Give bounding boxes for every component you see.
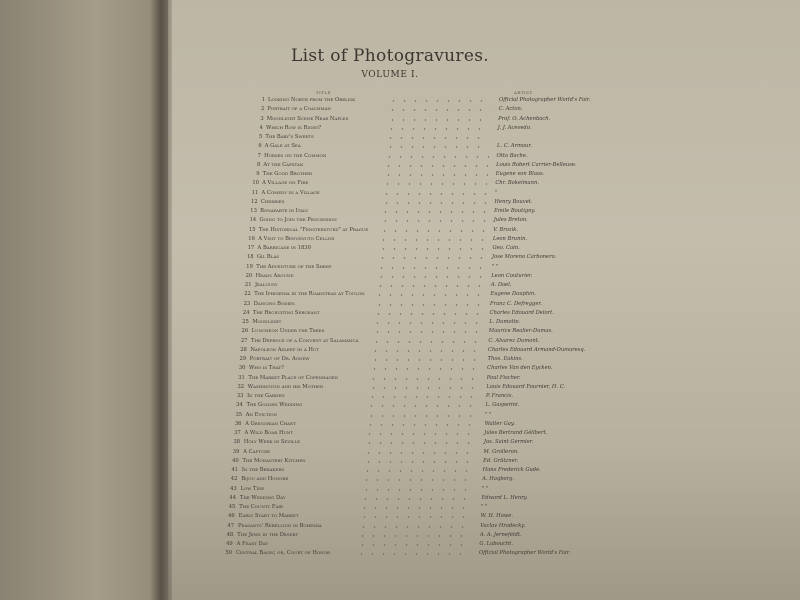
entry-title: A Feast Day	[236, 541, 269, 547]
entry-artist: C. Acton.	[498, 106, 523, 113]
entry-title: The Market Place of Copenhagen	[248, 374, 339, 381]
list-item	[0, 364, 800, 372]
entry-number: 13	[250, 208, 257, 214]
entry-artist: G. Laboucht.	[479, 541, 513, 547]
entry-artist: J. J. Acevedo.	[497, 124, 532, 131]
entry-number: 11	[251, 189, 259, 196]
leader-dots	[370, 350, 480, 352]
entry-number: 30	[238, 365, 246, 372]
entry-number: 15	[248, 226, 256, 233]
list-item	[0, 494, 800, 502]
entry-number: 20	[245, 272, 253, 279]
entry-artist: Official Photographer World's Fair.	[479, 550, 571, 557]
entry-artist: Chr. Bokelmann.	[495, 180, 539, 187]
entry-artist: Official Photographer World's Fair.	[499, 97, 591, 103]
leader-dots	[371, 341, 480, 343]
leader-dots	[359, 516, 473, 518]
entry-number: 38	[233, 439, 241, 446]
entry-number: 32	[237, 383, 245, 390]
entry-title: Bijou and Honore	[241, 476, 289, 483]
list-item	[0, 179, 800, 187]
entry-artist: Jules Breton.	[493, 217, 528, 224]
list-item	[0, 475, 800, 483]
leader-dots	[380, 220, 486, 222]
entry-artist: C. Alvarez Dumont.	[488, 337, 540, 344]
list-item	[0, 540, 800, 548]
entry-artist: L. Gasperini.	[485, 402, 520, 409]
list-item	[0, 300, 800, 308]
leader-dots	[365, 424, 477, 426]
list-item	[0, 272, 800, 280]
list-item	[0, 207, 800, 215]
entry-title: Holy Week in Seville	[243, 439, 301, 446]
entry-artist: Leon Brunin.	[492, 235, 528, 242]
entry-artist: Otto Bache.	[496, 152, 528, 159]
entry-number: 8	[256, 161, 261, 168]
leader-dots	[378, 248, 485, 250]
entry-artist: Jos. Saint Germier.	[483, 439, 534, 446]
entry-title: Central Basin; or, Court of Honor	[236, 550, 330, 557]
list-item	[0, 374, 800, 382]
entry-number: 10	[252, 180, 259, 187]
leader-dots	[361, 479, 474, 481]
entry-title: A Village on Fire	[262, 180, 309, 187]
leader-dots	[363, 461, 476, 463]
entry-artist: Leon Couturier.	[491, 272, 533, 279]
entry-number: 45	[228, 504, 236, 510]
entry-number: 19	[246, 263, 253, 270]
entry-title: Cherries	[260, 198, 285, 205]
leader-dots	[362, 470, 475, 472]
list-item	[0, 438, 800, 446]
entry-number: 48	[226, 531, 234, 538]
entry-number: 29	[239, 356, 247, 362]
entry-number: 3	[260, 115, 264, 122]
leader-dots	[368, 378, 478, 380]
leader-dots	[385, 137, 489, 139]
entry-artist: Eugene Dauphin.	[490, 291, 536, 298]
entry-title: The Historical "Fenstersturz" at Prague	[258, 226, 369, 233]
entry-number: 26	[241, 328, 249, 335]
leader-dots	[360, 498, 474, 500]
entry-artist: Emile Boutigny.	[494, 208, 536, 214]
entry-number: 31	[238, 374, 245, 381]
leader-dots	[368, 387, 479, 389]
entry-artist: Thos. Eakins.	[487, 356, 523, 362]
entry-artist: Franz C. Defregger.	[490, 300, 542, 307]
list-item	[0, 226, 800, 234]
entry-number: 46	[228, 513, 235, 520]
list-item	[0, 485, 800, 493]
entry-number: 22	[244, 291, 251, 298]
entry-number: 1	[261, 97, 265, 103]
list-item	[0, 235, 800, 243]
list-item	[0, 152, 800, 160]
entry-number: 9	[256, 171, 260, 177]
entry-title: Bonaparte in Italy	[260, 208, 309, 214]
entry-artist: Geo. Cain.	[492, 245, 520, 251]
leader-dots	[376, 267, 483, 269]
leader-dots	[374, 294, 482, 296]
entry-number: 25	[242, 319, 249, 325]
list-item	[0, 383, 800, 391]
entry-artist: P. Francis.	[485, 393, 514, 399]
entry-number: 35	[235, 411, 243, 418]
entry-number: 7	[257, 152, 261, 159]
entry-title: Napoleon Asleep in a Hut	[250, 346, 319, 353]
leader-dots	[381, 202, 487, 204]
entry-artist: Henry Bouvet.	[494, 198, 533, 205]
entry-title: In the Garden	[247, 393, 285, 399]
entry-artist: Walter Gay.	[484, 420, 515, 427]
entry-title: Peasants' Rebellion in Bohemia	[237, 522, 322, 529]
entry-number: 18	[246, 254, 254, 261]
list-item	[0, 429, 800, 437]
entry-title: Horses on the Common	[264, 152, 327, 159]
entry-artist: Maurice Realier-Dumas.	[488, 328, 553, 335]
list-item	[0, 392, 800, 400]
list-item	[0, 96, 800, 104]
entry-title: At the Capstan	[263, 161, 304, 168]
leader-dots	[363, 452, 475, 454]
page-title: List of Photogravures.	[291, 46, 489, 66]
entry-artist: Jules Bertrand Gélibert.	[484, 430, 548, 436]
leader-dots	[361, 489, 474, 491]
list-item	[0, 318, 800, 326]
entry-title: A Gale at Sea	[264, 143, 301, 150]
entry-number: 37	[234, 430, 241, 436]
entry-number: 36	[234, 420, 242, 427]
entry-number: 49	[226, 541, 233, 547]
entry-title: A Comedy in a Village	[261, 189, 320, 196]
entry-artist: Charles Van den Eycken.	[487, 365, 553, 372]
entry-artist: Charles Edouard Delort.	[489, 309, 554, 316]
list-item	[0, 281, 800, 289]
leader-dots	[372, 322, 481, 324]
entry-number: 39	[232, 448, 240, 455]
entry-number: 16	[248, 235, 255, 242]
leader-dots	[385, 146, 489, 148]
entry-title: A Barricade in 1830	[257, 245, 311, 251]
leader-dots	[383, 174, 488, 176]
leader-dots	[372, 331, 481, 333]
list-item	[0, 115, 800, 123]
list-item	[0, 522, 800, 530]
entry-artist: Jose Moreno Carbonero.	[492, 254, 557, 261]
entry-artist: Edward L. Henry.	[481, 494, 528, 501]
entry-number: 47	[227, 522, 235, 529]
leader-dots	[379, 230, 485, 232]
leader-dots	[366, 405, 477, 407]
list-item	[0, 420, 800, 428]
entry-title: Looking North from the Obelisk	[268, 97, 356, 103]
list-item	[0, 105, 800, 113]
list-item	[0, 346, 800, 354]
leader-dots	[357, 544, 472, 546]
entry-artist: Prof. O. Achenbach.	[498, 115, 551, 122]
list-item	[0, 189, 800, 197]
entry-number: 40	[232, 457, 239, 464]
leader-dots	[370, 359, 480, 361]
entry-artist: Hans Frederick Gude.	[482, 467, 541, 473]
entry-title: Dancing Bodies	[253, 300, 295, 307]
entry-title: Moonlight Scene Near Naples	[266, 115, 349, 122]
title-column-header: TITLE	[316, 90, 331, 95]
entry-artist: Paul Fischer.	[486, 374, 521, 381]
entry-artist: Charles Edouard Armand-Dumaresq.	[487, 346, 586, 353]
list-item	[0, 503, 800, 511]
entry-artist: " "	[485, 411, 492, 418]
entry-artist: " "	[481, 504, 488, 510]
leader-dots	[374, 304, 482, 306]
entry-title: Jealousy	[254, 282, 278, 288]
list-item	[0, 263, 800, 271]
entry-number: 43	[230, 485, 237, 492]
entry-number: 41	[231, 467, 239, 473]
volume-label: VOLUME I.	[361, 70, 419, 80]
list-item	[0, 290, 800, 298]
artist-column-header: ARTIST	[514, 90, 533, 95]
entry-number: 42	[230, 476, 238, 483]
entry-number: 4	[259, 124, 263, 131]
entry-artist: L. C. Armour.	[496, 143, 532, 150]
entry-title: The Jews in the Desert	[237, 531, 299, 538]
leader-dots	[383, 165, 488, 167]
list-item	[0, 142, 800, 150]
entry-artist: V. Brozik.	[493, 226, 519, 233]
list-item	[0, 531, 800, 539]
entry-title: Portrait of a Coachman	[267, 106, 331, 113]
entry-title: Heads Around	[255, 272, 294, 279]
entry-artist: M. Grolleron.	[483, 448, 519, 455]
list-item	[0, 448, 800, 456]
list-item	[0, 170, 800, 178]
list-item	[0, 133, 800, 141]
entry-title: The Wedding Day	[239, 494, 286, 501]
entry-artist: " "	[491, 263, 499, 270]
entry-artist: Ed. Grützner.	[483, 457, 519, 464]
entry-title: The Recruiting Sergeant	[252, 309, 320, 316]
entry-artist: A. Haqborg.	[482, 476, 515, 483]
list-item	[0, 337, 800, 345]
leader-dots	[367, 396, 478, 398]
leader-dots	[378, 239, 485, 241]
leader-dots	[381, 193, 486, 195]
entry-title: Which Row is Right?	[266, 124, 322, 131]
entry-title: A Gregorian Chant	[245, 420, 297, 427]
entry-number: 2	[261, 106, 265, 113]
entry-artist: A. Dael.	[490, 282, 512, 288]
entry-number: 6	[258, 143, 262, 150]
leader-dots	[384, 156, 488, 158]
entry-number: 34	[236, 402, 243, 409]
entry-title: In the Breakers	[241, 467, 285, 473]
leader-dots	[364, 442, 476, 444]
leader-dots	[382, 183, 487, 185]
leader-dots	[357, 535, 472, 537]
list-item	[0, 457, 800, 465]
list-item	[0, 198, 800, 206]
entry-artist: Louis Robert Carrier-Belleuse.	[496, 161, 577, 168]
entry-title: The Monastery Kitchen	[242, 457, 306, 464]
leader-dots	[377, 257, 484, 259]
list-item	[0, 309, 800, 317]
entry-artist: L. Dumotte.	[489, 319, 521, 325]
entry-number: 17	[247, 245, 255, 251]
entry-artist: W. H. Howe.	[480, 513, 513, 520]
leader-dots	[359, 507, 473, 509]
leader-dots	[380, 211, 486, 213]
entry-title: The Adventure of the Sheep	[256, 263, 332, 270]
entry-title: Washington and his Mother	[247, 383, 323, 390]
list-item	[0, 161, 800, 169]
entry-title: Luncheon Under the Trees	[251, 328, 325, 335]
entry-title: The Defence of a Convent at Salamanca	[251, 337, 359, 344]
list-item	[0, 466, 800, 474]
entry-title: Portrait of Dr. Agnew	[249, 356, 310, 362]
entry-number: 21	[244, 282, 252, 288]
leader-dots	[356, 553, 471, 555]
leader-dots	[388, 100, 491, 102]
entry-title: Going to Join the Procession	[259, 217, 337, 224]
entry-title: The Baby's Sweets	[265, 134, 314, 140]
entry-artist: " "	[481, 485, 489, 492]
entry-artist: A. A. Jernefeldt.	[479, 531, 522, 538]
entry-number: 12	[250, 198, 258, 205]
leader-dots	[387, 109, 490, 111]
list-item	[0, 401, 800, 409]
leader-dots	[364, 433, 476, 435]
entry-number: 5	[258, 134, 263, 140]
leader-dots	[376, 276, 484, 278]
list-item	[0, 411, 800, 419]
entry-number: 24	[242, 309, 250, 316]
leader-dots	[369, 368, 479, 370]
list-item	[0, 327, 800, 335]
leader-dots	[375, 285, 483, 287]
list-item	[0, 124, 800, 132]
entry-number: 33	[236, 393, 244, 399]
entry-number: 28	[240, 346, 247, 353]
leader-dots	[387, 119, 490, 121]
entry-number: 14	[249, 217, 257, 224]
entry-title: The County Fair	[239, 504, 283, 510]
list-item	[0, 512, 800, 520]
list-item	[0, 244, 800, 252]
entry-title: A Visit to Benvenuto Cellini	[258, 235, 335, 242]
list-item	[0, 355, 800, 363]
entry-title: Early Start to Market	[238, 513, 299, 520]
entry-artist: Louis Edouard Fournier, H. C.	[486, 383, 566, 390]
entry-title: Who is That?	[249, 365, 284, 372]
list-item	[0, 549, 800, 557]
entry-number: 50	[225, 550, 232, 557]
list-item	[0, 253, 800, 261]
entry-number: 27	[240, 337, 248, 344]
entry-title: Low Tide	[240, 485, 265, 492]
entry-artist: Eugene von Blaas.	[495, 171, 545, 177]
entry-title: A Capture	[243, 448, 271, 455]
entry-number: 23	[243, 300, 251, 307]
leader-dots	[366, 415, 477, 417]
entry-number: 44	[229, 494, 237, 501]
entry-title: The Golden Wedding	[246, 402, 303, 409]
entry-title: An Eviction	[245, 411, 278, 418]
leader-dots	[386, 128, 490, 130]
leader-dots	[358, 526, 472, 528]
entry-title: Gil Blas	[256, 254, 280, 261]
entry-title: The Good Brother	[262, 171, 313, 177]
entry-artist: "	[494, 189, 498, 196]
entry-title: The Iphigenia in the Roadstead at Toulon	[254, 291, 365, 298]
entry-artist: Vaclav Hradecky.	[480, 522, 526, 529]
entry-title: Moonlight	[252, 319, 282, 325]
leader-dots	[373, 313, 482, 315]
entry-title: A Wild Boar Hunt	[244, 430, 294, 436]
list-item	[0, 216, 800, 224]
